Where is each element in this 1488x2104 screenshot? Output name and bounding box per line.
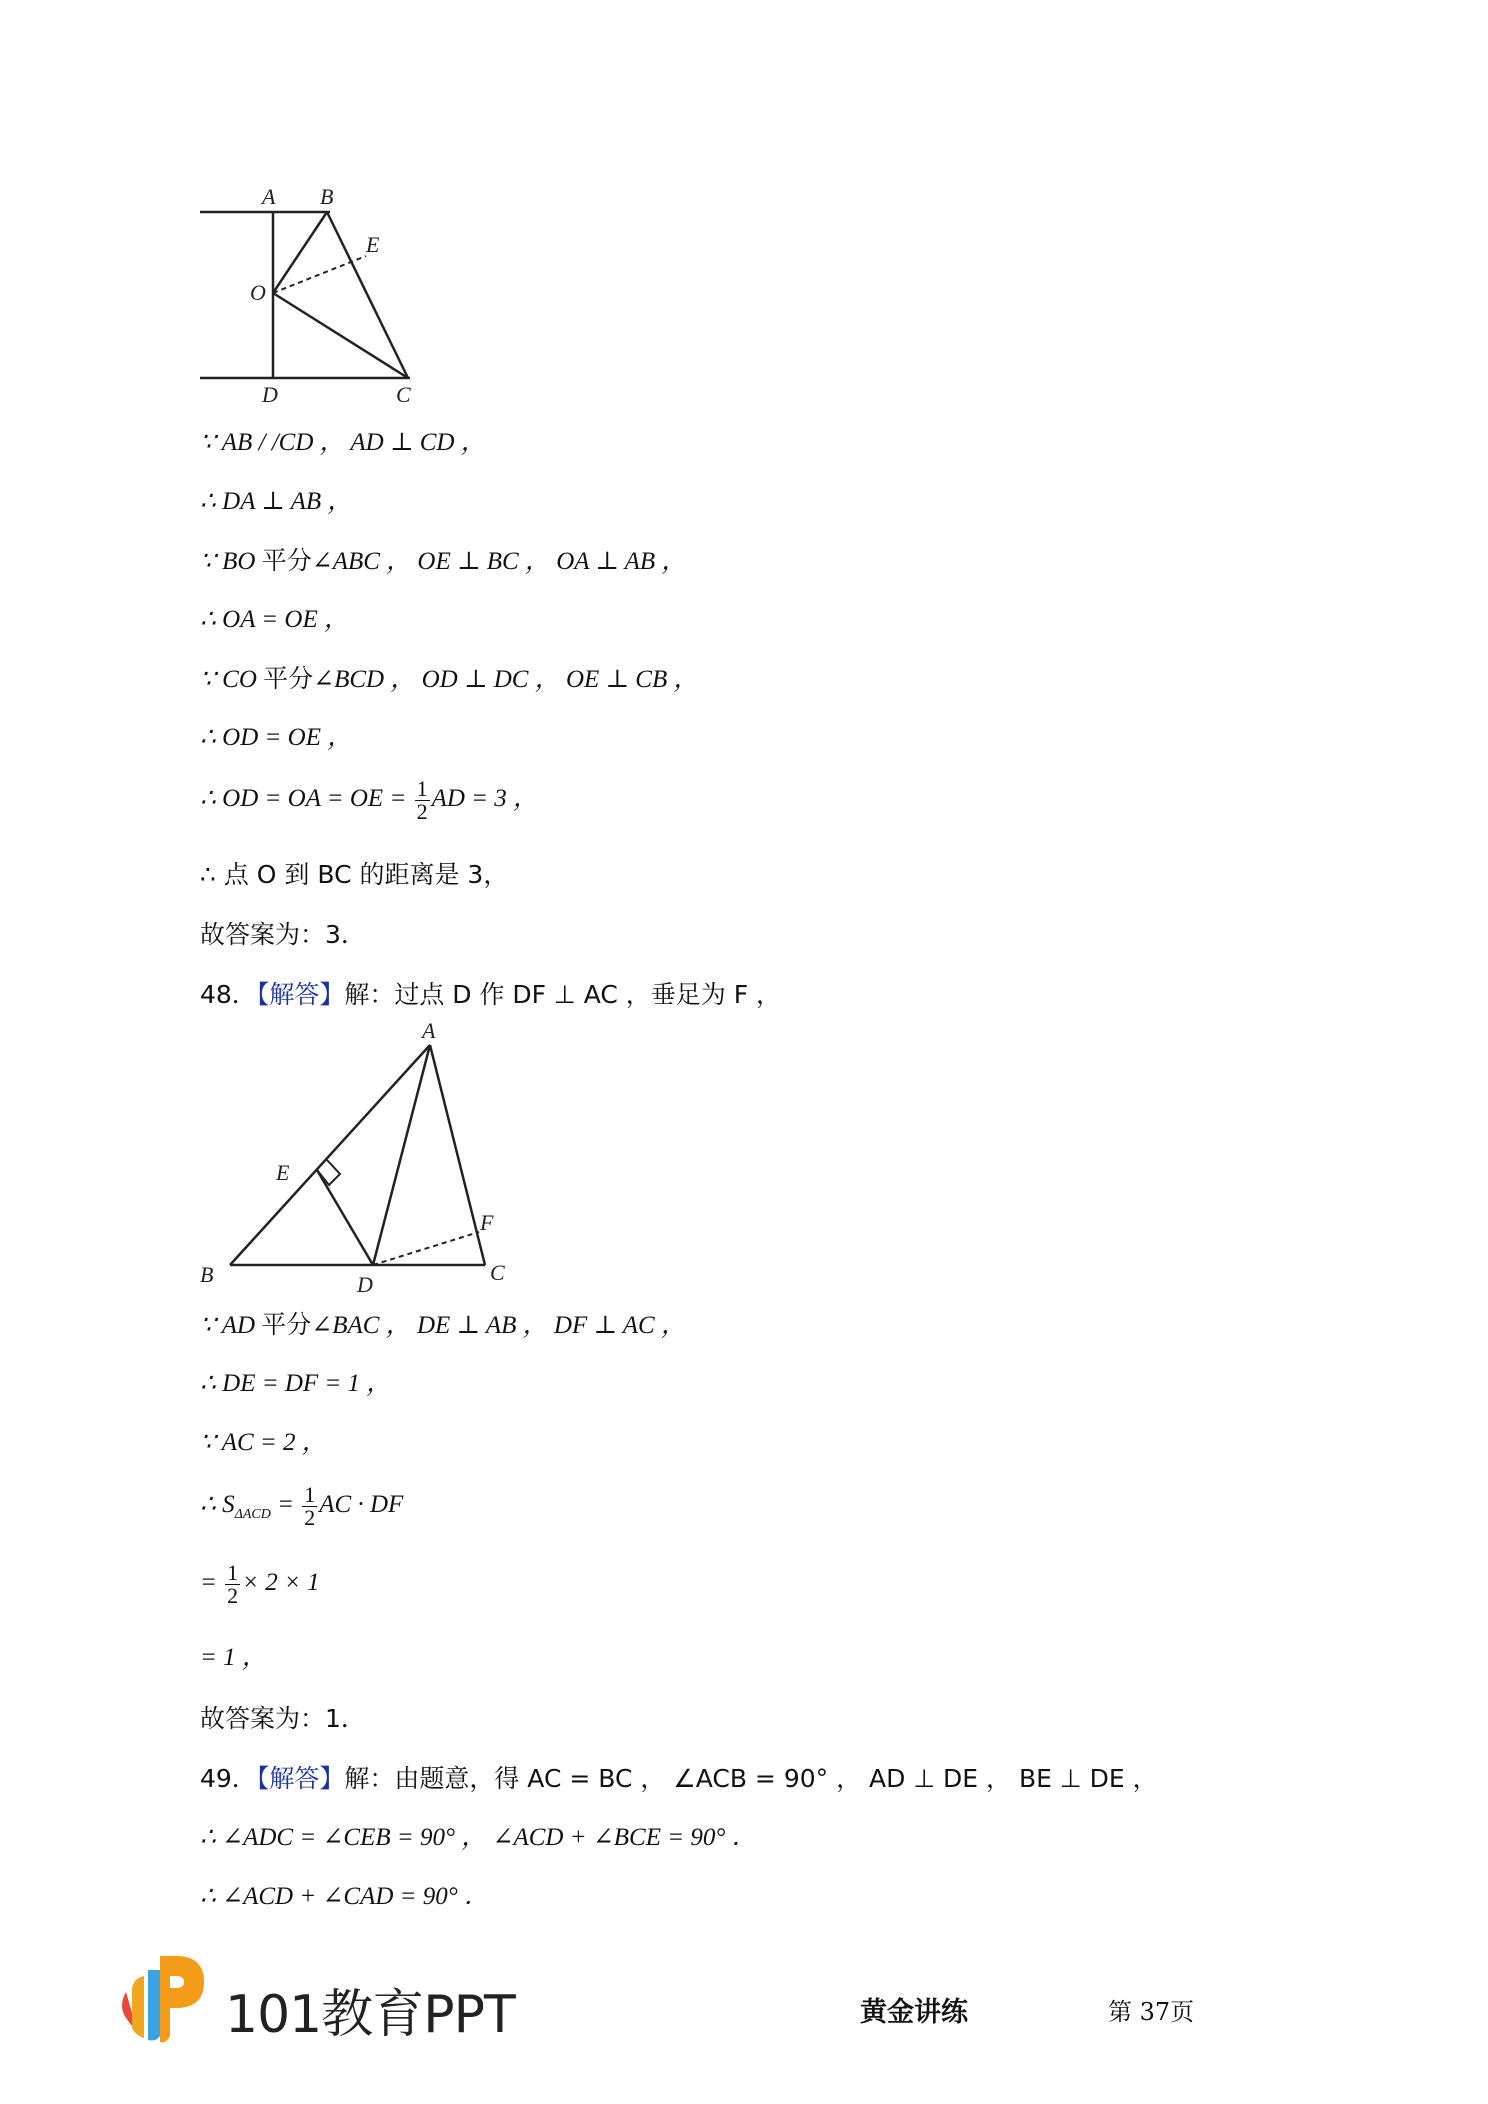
question-48-header: 48．【解答】解：过点 D 作 DF ⊥ AC ，垂足为 F ，: [200, 980, 782, 1009]
label-d: D: [262, 382, 278, 407]
label-f: F: [480, 1210, 494, 1235]
proof48-line-3: ∵ AC = 2 ，: [200, 1429, 327, 1456]
proof48-area: ∴ $S_{\Delta ACD}$ = $\frac{1}{2}$ AC · DF: [200, 1482, 404, 1530]
label-c: C: [396, 382, 411, 407]
question-49-header: 49．【解答】解：由题意，得 AC = BC ， ∠ACB = 90° ， AD ⊥ DE ， BE ⊥ DE ，: [200, 1764, 1158, 1793]
label-d: D: [357, 1272, 373, 1297]
proof-line-1: ∵ AB / /CD ， AD ⊥ CD ，: [200, 429, 486, 456]
proof48-line-1: ∵ AD 平分∠BAC ， DE ⊥ AB ， DF ⊥ AC ，: [200, 1310, 686, 1339]
label-o: O: [250, 280, 266, 305]
label-b: B: [320, 184, 334, 209]
page-number: 第 37页: [1108, 1998, 1195, 2026]
brand-logo-icon: [112, 1948, 212, 2048]
label-e: E: [366, 232, 380, 257]
answer-47: 故答案为：3．: [200, 920, 366, 949]
proof-line-3: ∵ BO 平分∠ABC ， OE ⊥ BC ， OA ⊥ AB ，: [200, 546, 687, 575]
proof48-line-2: ∴ DE = DF = 1 ，: [200, 1370, 392, 1397]
proof49-line-2: ∴ ∠ACD + ∠CAD = 90° ．: [200, 1883, 490, 1910]
proof49-line-1: ∴ ∠ADC = ∠CEB = 90° ， ∠ACD + ∠BCE = 90° ．: [200, 1824, 757, 1851]
proof-line-5: ∵ CO 平分∠BCD ， OD ⊥ DC ， OE ⊥ CB ，: [200, 664, 699, 693]
figure-triangle-abc: [190, 1020, 530, 1300]
label-a: A: [422, 1020, 436, 1043]
answer-48: 故答案为：1．: [200, 1704, 366, 1733]
proof-line-2: ∴ DA ⊥ AB ，: [200, 488, 353, 515]
proof-line-distance: ∴ 点 O 到 BC 的距离是 3，: [200, 860, 509, 889]
proof48-calc: = $\frac{1}{2}$ × 2 × 1: [200, 1560, 320, 1608]
footer-title: 黄金讲练: [860, 1997, 968, 2028]
label-b: B: [200, 1262, 214, 1287]
proof-line-fraction: ∴ OD = OA = OE = $\frac{1}{2}$ AD = 3 ，: [200, 776, 539, 824]
proof48-result: = 1 ，: [200, 1644, 267, 1671]
label-e: E: [276, 1160, 290, 1185]
label-c: C: [490, 1260, 505, 1285]
brand-name: 101教育PPT: [225, 1985, 515, 2045]
figure-trapezoid-aboe: [190, 180, 430, 410]
proof-line-4: ∴ OA = OE ，: [200, 606, 349, 633]
proof-line-6: ∴ OD = OE ，: [200, 724, 353, 751]
label-a: A: [262, 184, 276, 209]
